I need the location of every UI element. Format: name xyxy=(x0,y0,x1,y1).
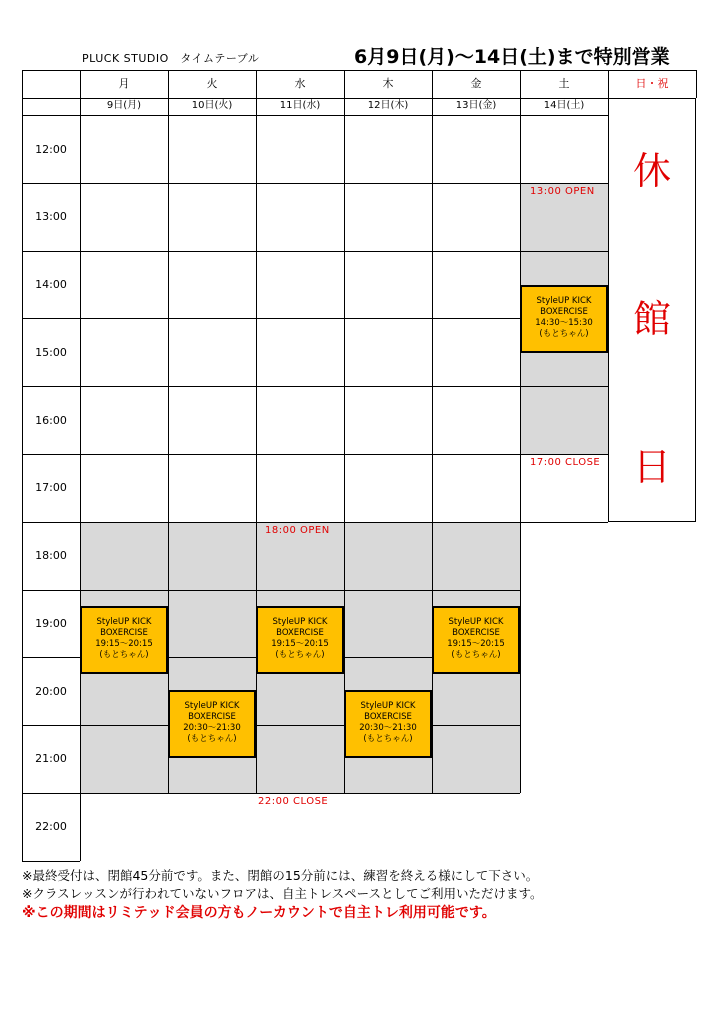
class-name: StyleUP KICK xyxy=(184,701,240,711)
day-header-thu: 木 xyxy=(382,77,394,90)
date-thu: 12日(木) xyxy=(367,100,409,111)
class-name: BOXERCISE xyxy=(364,712,412,722)
date-tue: 10日(火) xyxy=(191,100,233,111)
grid-line xyxy=(80,70,81,861)
day-header-sat: 土 xyxy=(558,77,570,90)
class-time: 19:15〜20:15 xyxy=(447,639,505,649)
class-time: 19:15〜20:15 xyxy=(271,639,329,649)
class-name: BOXERCISE xyxy=(276,628,324,638)
day-header-wed: 水 xyxy=(294,77,306,90)
closed-char-3: 日 xyxy=(632,445,671,489)
date-sat: 14日(土) xyxy=(543,100,585,111)
day-header-fri: 金 xyxy=(470,77,482,90)
time-label: 15:00 xyxy=(35,346,67,359)
footnote-2: ※クラスレッスンが行われていないフロアは、自主トレスペースとしてご利用いただけます。 xyxy=(22,886,543,901)
time-label: 14:00 xyxy=(35,278,67,291)
grid-line xyxy=(22,590,520,591)
date-mon: 9日(月) xyxy=(106,100,142,111)
class-time: 19:15〜20:15 xyxy=(95,639,153,649)
class-name: BOXERCISE xyxy=(540,307,588,317)
class-name: StyleUP KICK xyxy=(536,296,592,306)
date-wed: 11日(水) xyxy=(279,100,321,111)
grid-line xyxy=(520,70,521,793)
class-block-wed[interactable] xyxy=(256,606,344,674)
class-name: BOXERCISE xyxy=(188,712,236,722)
time-label: 13:00 xyxy=(35,210,67,223)
grid-line xyxy=(22,861,80,862)
grid-line xyxy=(22,70,696,71)
class-name: StyleUP KICK xyxy=(272,617,328,627)
closed-char-1: 休 xyxy=(632,149,671,193)
class-block-mon[interactable] xyxy=(80,606,168,674)
saturday-close-time: 17:00 CLOSE xyxy=(530,457,601,468)
weekday-open-time: 18:00 OPEN xyxy=(265,525,330,536)
grid-line xyxy=(432,70,433,793)
class-instructor: (もとちゃん) xyxy=(99,650,149,660)
class-instructor: (もとちゃん) xyxy=(275,650,325,660)
time-label: 16:00 xyxy=(35,414,67,427)
weekday-close-time: 22:00 CLOSE xyxy=(258,796,329,807)
grid-line xyxy=(22,793,520,794)
time-label: 12:00 xyxy=(35,143,67,156)
time-label: 17:00 xyxy=(35,481,67,494)
class-time: 14:30〜15:30 xyxy=(535,318,593,328)
day-header-tue: 火 xyxy=(206,77,218,90)
class-instructor: (もとちゃん) xyxy=(539,329,589,339)
grid-line xyxy=(696,70,697,98)
time-label: 19:00 xyxy=(35,617,67,630)
class-time: 20:30〜21:30 xyxy=(359,723,417,733)
grid-line xyxy=(344,70,345,793)
day-header-mon: 月 xyxy=(118,77,130,90)
class-instructor: (もとちゃん) xyxy=(363,734,413,744)
class-instructor: (もとちゃん) xyxy=(187,734,237,744)
class-name: StyleUP KICK xyxy=(448,617,504,627)
time-label: 18:00 xyxy=(35,549,67,562)
page-title: 6月9日(月)〜14日(土)まで特別営業 xyxy=(354,46,670,68)
date-fri: 13日(金) xyxy=(455,100,497,111)
class-block-sat[interactable] xyxy=(520,285,608,353)
class-block-tue[interactable] xyxy=(168,690,256,758)
footnote-1: ※最終受付は、閉館45分前です。また、閉館の15分前には、練習を終える様にして下さい。 xyxy=(22,868,539,883)
time-label: 22:00 xyxy=(35,820,67,833)
footnote-3: ※この期間はリミテッド会員の方もノーカウントで自主トレ利用可能です。 xyxy=(22,905,496,921)
grid-line xyxy=(22,70,23,861)
closed-char-2: 館 xyxy=(632,297,671,341)
time-label: 21:00 xyxy=(35,752,67,765)
class-instructor: (もとちゃん) xyxy=(451,650,501,660)
class-block-thu[interactable] xyxy=(344,690,432,758)
class-name: StyleUP KICK xyxy=(96,617,152,627)
class-block-fri[interactable] xyxy=(432,606,520,674)
day-header-sun-holiday: 日・祝 xyxy=(635,77,669,90)
grid-line xyxy=(22,725,520,726)
studio-label: PLUCK STUDIO タイムテーブル xyxy=(82,52,260,65)
time-label: 20:00 xyxy=(35,685,67,698)
class-name: BOXERCISE xyxy=(100,628,148,638)
grid-line xyxy=(256,70,257,793)
grid-line xyxy=(168,70,169,793)
class-time: 20:30〜21:30 xyxy=(183,723,241,733)
saturday-open-time: 13:00 OPEN xyxy=(530,186,595,197)
class-name: BOXERCISE xyxy=(452,628,500,638)
class-name: StyleUP KICK xyxy=(360,701,416,711)
